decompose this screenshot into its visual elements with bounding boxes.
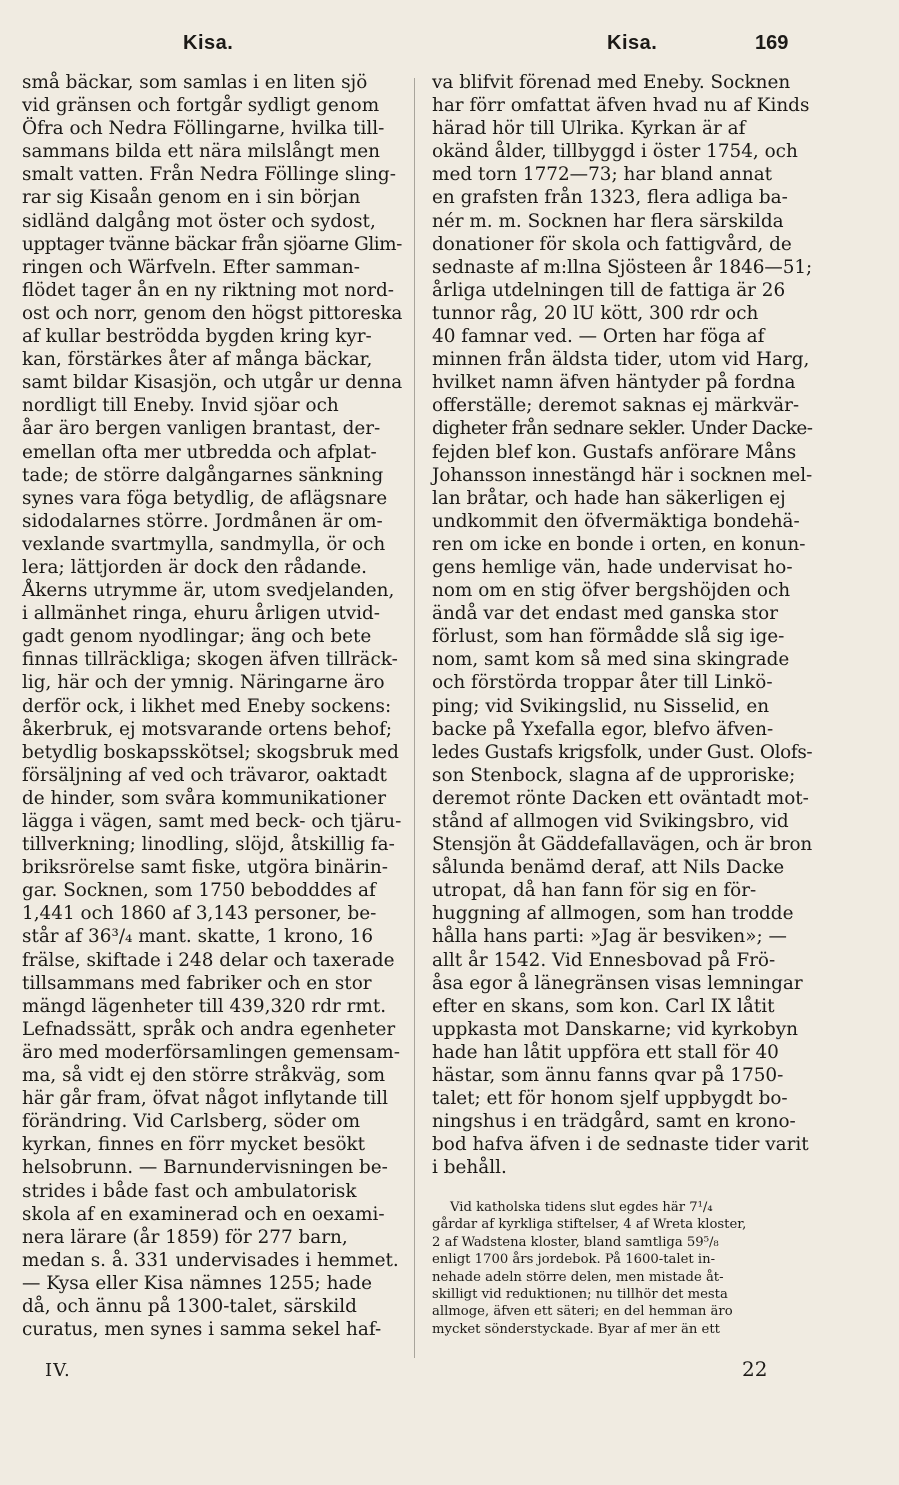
text-line: efter en skans, som kon. Carl IX låtit [432,995,775,1017]
text-line: vexlande svartmylla, sandmylla, ör och [22,533,386,555]
text-line: en grafsten från 1323, flera adliga ba- [432,187,788,209]
text-line: lägga i vägen, samt med beck- och tjäru- [22,811,402,832]
text-line: mängd lägenheter till 439,320 rdr rmt. [22,995,387,1017]
text-line: med torn 1772—73; har bland annat [432,164,773,186]
text-line: nera lärare (år 1859) för 277 barn, [22,1226,348,1248]
text-line: Åkerns utrymme är, utom svedjelanden, [22,580,395,602]
text-line: i allmänhet ringa, ehuru årligen utvid- [22,603,381,625]
text-line: af kullar beströdda bygden kring kyr- [22,326,372,348]
text-line: skola af en examinerad och en oexami- [22,1203,385,1225]
footnote-block [432,1199,814,1338]
text-line: hästar, som ännu fanns qvar på 1750- [432,1065,784,1087]
text-line: då, och ännu på 1300-talet, särskild [22,1295,357,1317]
footnote-line: skilligt vid reduktionen; nu tillhör det mesta [432,1286,728,1302]
text-line: ping; vid Svikingslid, nu Sisselid, en [432,695,770,717]
text-line: samt bildar Kisasjön, och utgår ur denna [22,372,403,394]
text-line: okänd ålder, tillbyggd i öster 1754, och [432,141,798,163]
text-line: tunnor råg, 20 lU kött, 300 rdr och [432,302,759,324]
text-line: åar äro bergen vanligen brantast, der- [22,418,381,440]
text-line: derför ock, i likhet med Eneby sockens: [22,695,392,717]
text-line: sidodalarnes större. Jordmånen är om- [22,510,383,532]
footnote-line: Vid katholska tidens slut egdes här 7¹/₄ [450,1200,713,1215]
text-line: sålunda benämd deraf, att Nils Dacke [432,857,785,879]
text-line: gadt genom nyodlingar; äng och bete [22,626,372,648]
text-line: här går fram, öfvat något inflytande till [22,1088,388,1110]
text-line: vid gränsen och fortgår sydligt genom [22,95,380,117]
text-line: briksrörelse samt fiske, utgöra binärin- [22,857,388,879]
text-line: helsobrunn. — Barnundervisningen be- [22,1157,388,1179]
text-line: backe på Yxefalla egor, blefvo äfven- [432,718,774,740]
text-line: ringen och Wärfveln. Efter samman- [22,256,360,278]
footnote-line: enligt 1700 års jordebok. På 1600-talet in- [432,1252,716,1268]
text-line: synes vara föga betydlig, de aflägsnare [22,487,388,509]
text-line: de hinder, som svåra kommunikationer [22,787,387,809]
text-line: hålla hans parti: »Jag är besviken»; — [432,926,787,948]
text-line: fejden blef kon. Gustafs anförare Måns [432,441,797,463]
footnote-line: mycket sönderstyckade. Byar af mer än ett [432,1321,720,1337]
text-line: utropat, då han fann för sig en för- [432,880,757,902]
text-line: uppkasta mot Danskarne; vid kyrkobyn [432,1018,798,1040]
text-line: emellan ofta mer utbredda och afplat- [22,441,377,463]
text-line: medan s. å. 331 undervisades i hemmet. [22,1249,399,1271]
text-line: allt år 1542. Vid Ennesbovad på Frö- [432,949,776,971]
text-line: åkerbruk, ej motsvarande ortens behof; [22,718,393,740]
text-line: kyrkan, finnes en förr mycket besökt [22,1134,366,1156]
text-line: donationer för skola och fattigvård, de [432,233,792,255]
left-column-text [22,71,402,1341]
text-line: försäljning af ved och trävaror, oaktadt [22,764,387,786]
column-divider [414,78,415,1358]
text-line: stånd af allmogen vid Svikingsbro, vid [432,811,789,832]
page-number: 169 [755,32,789,54]
text-line: betydlig boskapsskötsel; skogsbruk med [22,741,399,763]
printer-signature-mark: IV. [45,1360,71,1381]
text-line: lan bråtar, och hade han säkerligen ej [432,487,786,509]
text-line: hade han låtit uppföra ett stall för 40 [432,1041,779,1063]
text-line: bod hafva äfven i de sednaste tider varit [432,1134,809,1156]
text-line: har förr omfattat äfven hvad nu af Kinds [432,95,810,117]
text-line: minnen från äldsta tider, utom vid Harg, [432,349,810,371]
text-line: nordligt till Eneby. Invid sjöar och [22,395,339,417]
text-line: hvilket namn äfven häntyder på fordna [432,372,796,394]
text-line: äro med moderförsamlingen gemensam- [22,1041,400,1063]
text-line: ma, så vidt ej den större stråkväg, som [22,1065,386,1087]
text-line: och förstörda troppar åter till Linkö- [432,672,773,694]
text-line: son Stenbock, slagna af de upproriske; [432,764,796,786]
text-line: ledes Gustafs krigsfolk, under Gust. Olofs- [432,741,813,763]
text-line: förändring. Vid Carlsberg, söder om [22,1111,361,1133]
text-line: nom, samt kom så med sina skingrade [432,649,790,671]
text-line: tade; de större dalgångarnes sänkning [22,464,384,486]
text-line: finnas tillräckliga; skogen äfven tillräck- [22,649,398,671]
text-line: flödet tager ån en ny riktning mot nord- [22,279,395,301]
text-line: lig, här och der ymnig. Näringarne äro [22,672,385,694]
text-line: 1,441 och 1860 af 3,143 personer, be- [22,903,377,925]
text-line: ändå var det endast med ganska stor [432,603,779,625]
text-line: rar sig Kisaån genom en i sin början [22,187,361,209]
text-line: strides i både fast och ambulatorisk [22,1180,357,1202]
text-line: offerställe; deremot saknas ej märkvär- [432,395,800,417]
text-line: undkommit den öfvermäktiga bondehä- [432,510,800,532]
right-column-text [432,71,812,1180]
text-line: talet; ett för honom sjelf uppbygdt bo- [432,1088,788,1110]
sheet-number: 22 [742,1357,768,1381]
footnote-line: gårdar af kyrkliga stiftelser, 4 af Wreta kloster, [432,1217,747,1233]
text-line: Lefnadssätt, språk och andra egenheter [22,1018,396,1040]
running-head-right: Kisa. [607,32,658,54]
text-line: frälse, skiftade i 248 delar och taxerade [22,949,395,971]
text-line: i behåll. [432,1157,507,1179]
text-line: kan, förstärkes åter af många bäckar, [22,349,373,371]
text-line: förlust, som han förmådde slå sig ige- [432,626,785,648]
text-line: årliga utdelningen till de fattiga är 26 [432,279,786,301]
text-line: ren om icke en bonde i orten, en konun- [432,533,806,555]
text-line: står af 36³/₄ mant. skatte, 1 krono, 16 [22,926,374,948]
footnote-line: 2 af Wadstena kloster, bland samtliga 59⁵/₈ [432,1234,719,1250]
text-line: upptager tvänne bäckar från sjöarne Glim- [22,233,402,255]
text-line: digheter från sednare sekler. Under Dacke- [432,418,813,440]
text-line: lera; lättjorden är dock den rådande. [22,556,368,578]
text-line: härad hör till Ulrika. Kyrkan är af [432,118,746,140]
footnote-line: nehade adeln större delen, men mistade åt- [432,1269,724,1285]
text-line: 40 famnar ved. — Orten har föga af [432,326,765,348]
text-line: ningshus i en trädgård, samt en krono- [432,1111,796,1133]
text-line: åsa egor å länegränsen visas lemningar [432,972,803,994]
text-line: deremot rönte Dacken ett oväntadt mot- [432,787,809,809]
text-line: smalt vatten. Från Nedra Föllinge sling- [22,164,396,186]
text-line: sednaste af m:llna Sjösteen år 1846—51; [432,256,813,278]
text-line: nom om en stig öfver bergshöjden och [432,580,791,602]
text-line: tillsammans med fabriker och en stor [22,972,372,994]
text-line: sammans bilda ett nära milslångt men [22,141,380,163]
text-line: tillverkning; linodling, slöjd, åtskillig fa- [22,834,395,856]
text-line: Öfra och Nedra Föllingarne, hvilka till- [22,118,385,140]
text-line: små bäckar, som samlas i en liten sjö [22,72,368,93]
text-line: ost och norr, genom den högst pittoreska [22,302,403,324]
text-line: gar. Socknen, som 1750 bebodddes af [22,880,376,902]
text-line: Stensjön åt Gäddefallavägen, och är bron [432,834,813,856]
text-line: nér m. m. Socknen har flera särskilda [432,210,784,232]
text-line: sidländ dalgång mot öster och sydost, [22,210,376,232]
running-head-left: Kisa. [183,32,234,54]
text-line: curatus, men synes i samma sekel haf- [22,1319,382,1341]
text-line: huggning af allmogen, som han trodde [432,903,794,925]
text-line: va blifvit förenad med Eneby. Socknen [432,72,791,93]
text-line: — Kysa eller Kisa nämnes 1255; hade [22,1272,373,1294]
text-line: gens hemlige vän, hade undervisat ho- [432,556,793,578]
footnote-line: allmoge, äfven ett säteri; en del hemman äro [432,1304,733,1320]
text-line: Johansson innestängd här i socknen mel- [432,464,813,486]
